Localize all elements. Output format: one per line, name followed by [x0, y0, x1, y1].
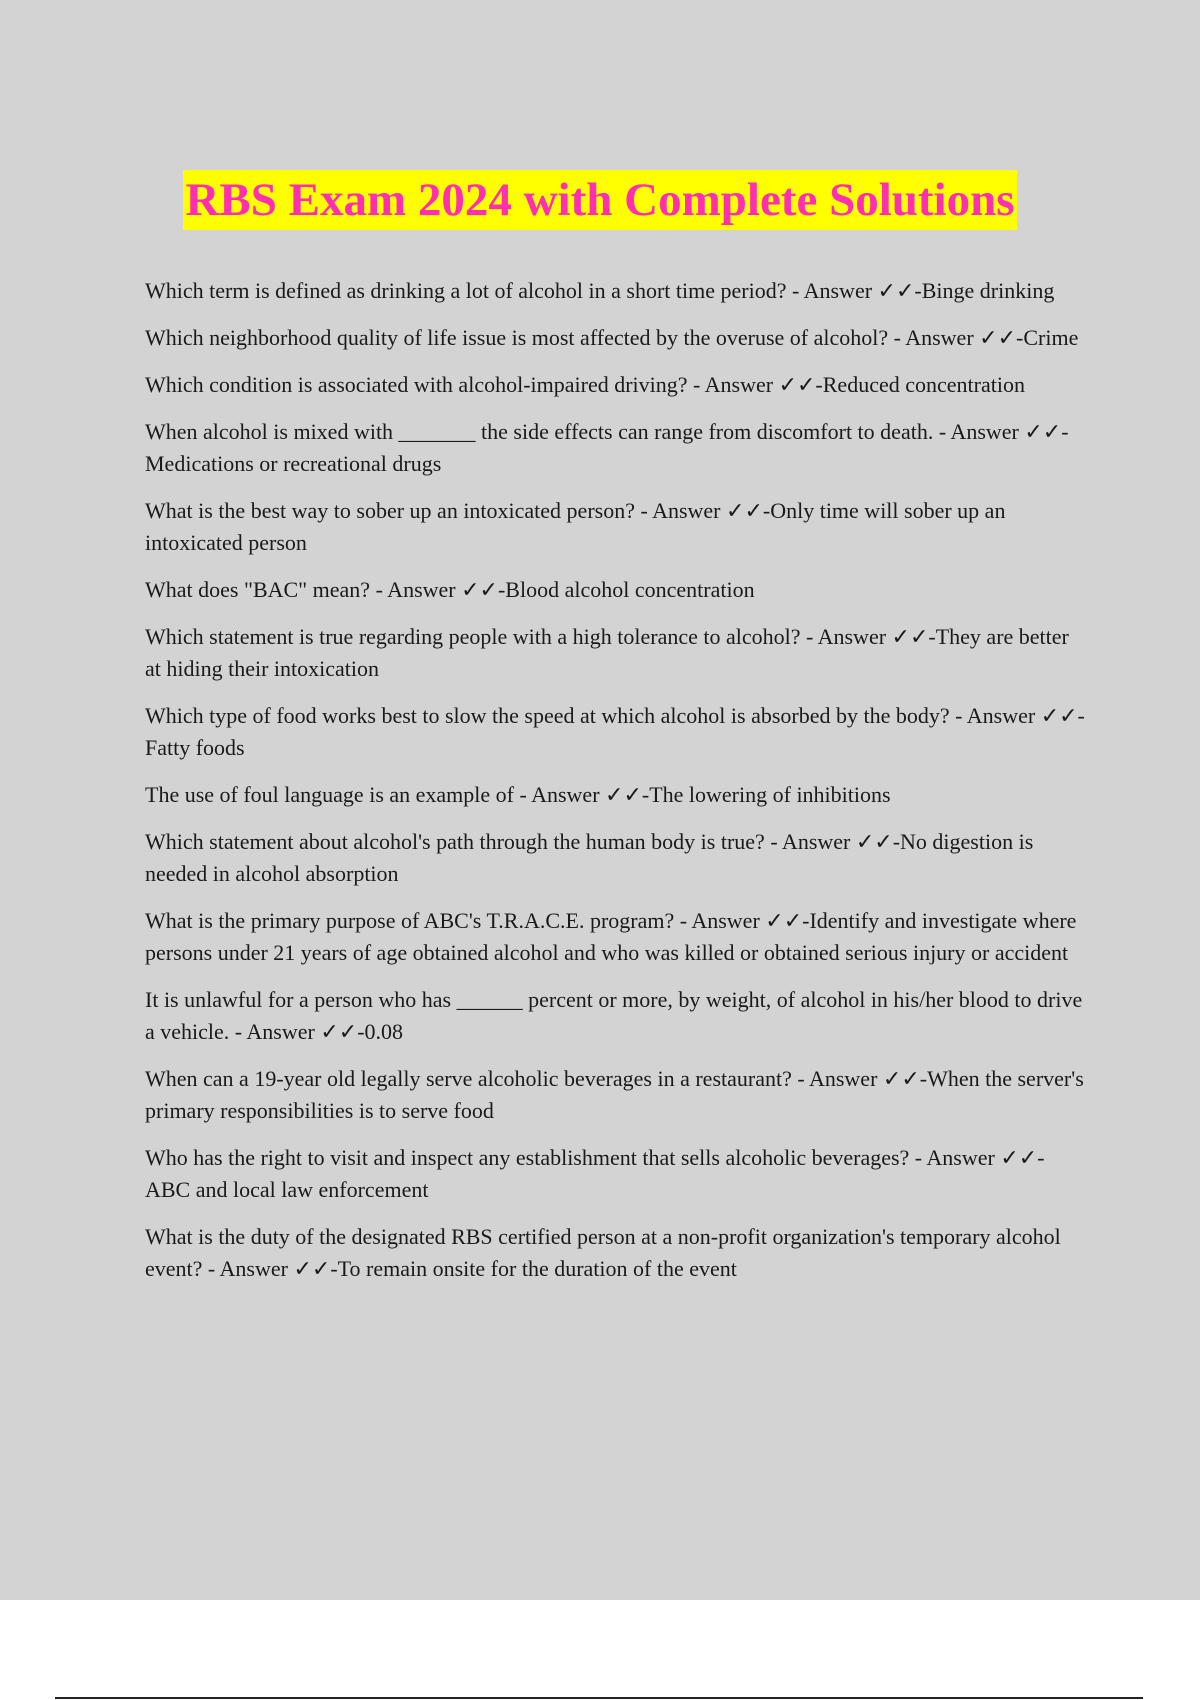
qa-item: Which statement about alcohol's path through the human body is true? - Answer ✓✓-No digestion is needed in alcohol absorption [145, 829, 1034, 886]
qa-item: What does "BAC" mean? - Answer ✓✓-Blood alcohol concentration [145, 577, 755, 602]
qa-item: Which type of food works best to slow the speed at which alcohol is absorbed by the body? - Answer ✓✓-Fatty foods [145, 703, 1085, 760]
document-title: RBS Exam 2024 with Complete Solutions [183, 170, 1016, 230]
qa-item: What is the duty of the designated RBS certified person at a non-profit organization's temporary alcohol event? - Answer ✓✓-To remain onsite for the duration of the event [145, 1224, 1061, 1281]
qa-item: Which condition is associated with alcohol-impaired driving? - Answer ✓✓-Reduced concentration [145, 372, 1025, 397]
qa-item: Which statement is true regarding people with a high tolerance to alcohol? - Answer ✓✓-They are better at hiding their intoxication [145, 624, 1069, 681]
qa-item: When can a 19-year old legally serve alcoholic beverages in a restaurant? - Answer ✓✓-When the server's primary responsibilities is to serve food [145, 1066, 1084, 1123]
footer-divider [55, 1697, 1143, 1699]
qa-item: What is the primary purpose of ABC's T.R.A.C.E. program? - Answer ✓✓-Identify and investigate where persons under 21 years of age obtained alcohol and who was killed or obtained serious injury or accident [145, 908, 1077, 965]
title-container [0, 170, 1200, 230]
qa-item: It is unlawful for a person who has ______ percent or more, by weight, of alcohol in his/her blood to drive a vehicle. - Answer ✓✓-0.08 [145, 987, 1083, 1044]
qa-item: Which term is defined as drinking a lot of alcohol in a short time period? - Answer ✓✓-Binge drinking [145, 278, 1055, 303]
qa-item: When alcohol is mixed with _______ the side effects can range from discomfort to death. - Answer ✓✓-Medications or recreational drugs [145, 419, 1069, 476]
qa-item: Which neighborhood quality of life issue is most affected by the overuse of alcohol? - Answer ✓✓-Crime [145, 325, 1079, 350]
qa-list [145, 275, 1085, 1300]
qa-item: The use of foul language is an example of - Answer ✓✓-The lowering of inhibitions [145, 782, 891, 807]
qa-item: Who has the right to visit and inspect any establishment that sells alcoholic beverages? - Answer ✓✓-ABC and local law enforcement [145, 1145, 1045, 1202]
page-footer-area [0, 1600, 1200, 1700]
qa-item: What is the best way to sober up an intoxicated person? - Answer ✓✓-Only time will sober up an intoxicated person [145, 498, 1006, 555]
